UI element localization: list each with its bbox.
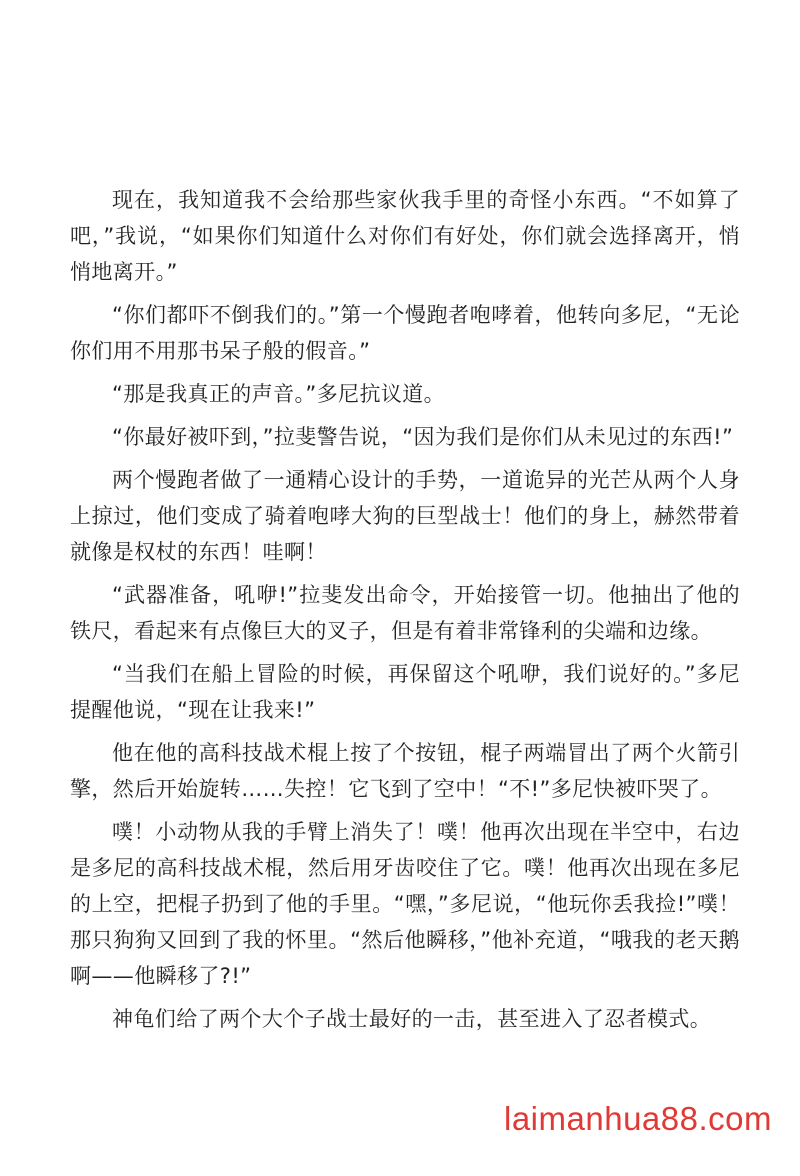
- paragraph-9: 噗！小动物从我的手臂上消失了！噗！他再次出现在半空中，右边是多尼的高科技战术棍，然后用牙齿咬住了它。噗！他再次出现在多尼的上空，把棍子扔到了他的手里。“嘿，”多尼说，“他玩你丢我捡!”噗！那只狗狗又回到了我的怀里。“然后他瞬移，”他补充道，“哦我的老天鹅啊——他瞬移了?!”: [70, 820, 740, 988]
- paragraph-5: 两个慢跑者做了一通精心设计的手势，一道诡异的光芒从两个人身上掠过，他们变成了骑着咆哮大狗的巨型战士！他们的身上，赫然带着就像是权杖的东西！哇啊！: [70, 468, 740, 564]
- paragraph-2: “你们都吓不倒我们的。”第一个慢跑者咆哮着，他转向多尼，“无论你们用不用那书呆子般的假音。”: [70, 303, 740, 363]
- paragraph-4: “你最好被吓到，”拉斐警告说，“因为我们是你们从未见过的东西!”: [112, 425, 734, 449]
- paragraph-1: 现在，我知道我不会给那些家伙我手里的奇怪小东西。“不如算了吧，”我说，“如果你们知道什么对你们有好处，你们就会选择离开，悄悄地离开。”: [70, 188, 740, 284]
- paragraph-8: 他在他的高科技战术棍上按了个按钮，棍子两端冒出了两个火箭引擎，然后开始旋转……失控！它飞到了空中！“不!”多尼快被吓哭了。: [70, 741, 740, 801]
- body-text: [70, 182, 740, 1044]
- paragraph-3: “那是我真正的声音。”多尼抗议道。: [112, 382, 446, 406]
- paragraph-6: “武器准备，吼咿!”拉斐发出命令，开始接管一切。他抽出了他的铁尺，看起来有点像巨大的叉子，但是有着非常锋利的尖端和边缘。: [70, 583, 740, 643]
- watermark-text: laimanhua88.com: [504, 1100, 772, 1137]
- paragraph-7: “当我们在船上冒险的时候，再保留这个吼咿，我们说好的。”多尼提醒他说，“现在让我来!”: [70, 662, 740, 722]
- paragraph-10: 神龟们给了两个大个子战士最好的一击，甚至进入了忍者模式。: [112, 1007, 712, 1031]
